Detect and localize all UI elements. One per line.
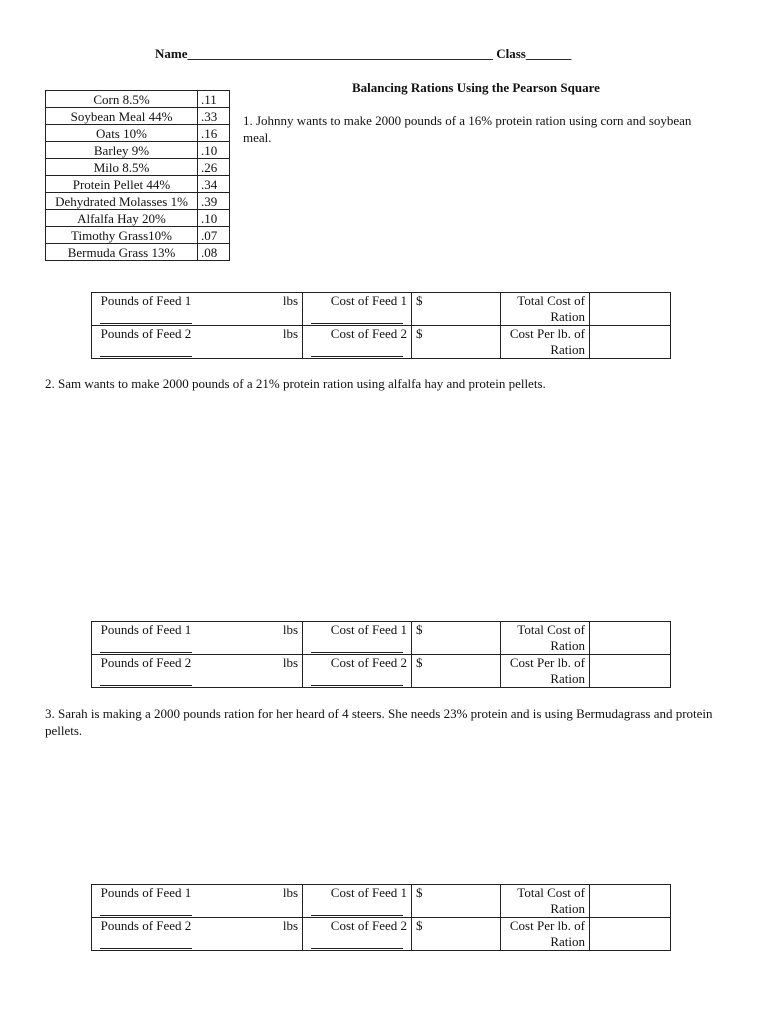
cost-feed-1-label: Cost of Feed 1 bbox=[303, 622, 412, 655]
feed-name: Alfalfa Hay 20% bbox=[46, 210, 198, 227]
lbs-label: lbs bbox=[200, 885, 303, 918]
total-cost-label: Total Cost of Ration bbox=[501, 293, 590, 326]
cost-feed-2-label: Cost of Feed 2 bbox=[303, 326, 412, 359]
calc-table-1 bbox=[91, 292, 671, 359]
feed-name: Bermuda Grass 13% bbox=[46, 244, 198, 261]
cost-feed-1-blank[interactable] bbox=[311, 638, 403, 653]
pounds-feed-1-label: Pounds of Feed 1 bbox=[92, 293, 201, 326]
dollar-cell[interactable]: $ bbox=[412, 622, 501, 655]
calc-row-feed-1 bbox=[92, 885, 671, 918]
feed-row bbox=[46, 210, 230, 227]
question-2: 2. Sam wants to make 2000 pounds of a 21% protein ration using alfalfa hay and protein pellets. bbox=[45, 376, 546, 391]
worksheet-title: Balancing Rations Using the Pearson Square bbox=[352, 80, 600, 95]
feed-name: Milo 8.5% bbox=[46, 159, 198, 176]
cost-feed-2-blank[interactable] bbox=[311, 671, 403, 686]
calc-row-feed-1 bbox=[92, 622, 671, 655]
feed-price: .10 bbox=[198, 142, 230, 159]
feed-name: Timothy Grass10% bbox=[46, 227, 198, 244]
feed-name: Soybean Meal 44% bbox=[46, 108, 198, 125]
lbs-label: lbs bbox=[200, 326, 303, 359]
feed-name: Barley 9% bbox=[46, 142, 198, 159]
calc-table-2 bbox=[91, 621, 671, 688]
total-cost-answer[interactable] bbox=[590, 293, 671, 326]
calc-row-feed-1 bbox=[92, 293, 671, 326]
dollar-cell[interactable]: $ bbox=[412, 293, 501, 326]
cost-feed-2-label: Cost of Feed 2 bbox=[303, 918, 412, 951]
feed-price: .34 bbox=[198, 176, 230, 193]
pounds-feed-2-label: Pounds of Feed 2 bbox=[92, 918, 201, 951]
feed-price: .33 bbox=[198, 108, 230, 125]
dollar-cell[interactable]: $ bbox=[412, 918, 501, 951]
feed-row bbox=[46, 176, 230, 193]
feed-price: .16 bbox=[198, 125, 230, 142]
pounds-feed-2-label: Pounds of Feed 2 bbox=[92, 326, 201, 359]
cost-per-lb-label: Cost Per lb. of Ration bbox=[501, 326, 590, 359]
cost-per-lb-answer[interactable] bbox=[590, 918, 671, 951]
calc-row-feed-2 bbox=[92, 655, 671, 688]
cost-per-lb-label: Cost Per lb. of Ration bbox=[501, 918, 590, 951]
cost-feed-1-label: Cost of Feed 1 bbox=[303, 293, 412, 326]
total-cost-answer[interactable] bbox=[590, 622, 671, 655]
lbs-label: lbs bbox=[200, 622, 303, 655]
dollar-cell[interactable]: $ bbox=[412, 655, 501, 688]
feed-price: .11 bbox=[198, 91, 230, 108]
feed-row bbox=[46, 227, 230, 244]
feed-row bbox=[46, 142, 230, 159]
feed-price: .26 bbox=[198, 159, 230, 176]
feed-row bbox=[46, 91, 230, 108]
cost-feed-2-blank[interactable] bbox=[311, 934, 403, 949]
pounds-feed-1-blank[interactable] bbox=[100, 638, 192, 653]
calc-row-feed-2 bbox=[92, 326, 671, 359]
pounds-feed-1-blank[interactable] bbox=[100, 901, 192, 916]
feed-row bbox=[46, 108, 230, 125]
lbs-label: lbs bbox=[200, 918, 303, 951]
cost-feed-2-label: Cost of Feed 2 bbox=[303, 655, 412, 688]
cost-per-lb-answer[interactable] bbox=[590, 655, 671, 688]
lbs-label: lbs bbox=[200, 293, 303, 326]
pounds-feed-2-blank[interactable] bbox=[100, 934, 192, 949]
cost-feed-1-blank[interactable] bbox=[311, 901, 403, 916]
feed-price: .07 bbox=[198, 227, 230, 244]
feed-row bbox=[46, 244, 230, 261]
question-1: 1. Johnny wants to make 2000 pounds of a 16% protein ration using corn and soybean meal. bbox=[243, 113, 692, 145]
cost-per-lb-answer[interactable] bbox=[590, 326, 671, 359]
pounds-feed-2-blank[interactable] bbox=[100, 342, 192, 357]
dollar-cell[interactable]: $ bbox=[412, 326, 501, 359]
feed-name: Dehydrated Molasses 1% bbox=[46, 193, 198, 210]
feed-name: Oats 10% bbox=[46, 125, 198, 142]
feed-price: .08 bbox=[198, 244, 230, 261]
question-3: 3. Sarah is making a 2000 pounds ration for her heard of 4 steers. She needs 23% protein and is using Bermudagrass and protein pellets. bbox=[45, 706, 713, 738]
cost-per-lb-label: Cost Per lb. of Ration bbox=[501, 655, 590, 688]
feed-row bbox=[46, 193, 230, 210]
cost-feed-1-label: Cost of Feed 1 bbox=[303, 885, 412, 918]
calc-row-feed-2 bbox=[92, 918, 671, 951]
name-class-line[interactable]: Name_______________________________________________ Class_______ bbox=[155, 46, 572, 61]
pounds-feed-1-label: Pounds of Feed 1 bbox=[92, 622, 201, 655]
cost-feed-1-blank[interactable] bbox=[311, 309, 403, 324]
cost-feed-2-blank[interactable] bbox=[311, 342, 403, 357]
pounds-feed-2-blank[interactable] bbox=[100, 671, 192, 686]
total-cost-label: Total Cost of Ration bbox=[501, 885, 590, 918]
total-cost-answer[interactable] bbox=[590, 885, 671, 918]
feed-name: Corn 8.5% bbox=[46, 91, 198, 108]
pounds-feed-2-label: Pounds of Feed 2 bbox=[92, 655, 201, 688]
pounds-feed-1-label: Pounds of Feed 1 bbox=[92, 885, 201, 918]
pounds-feed-1-blank[interactable] bbox=[100, 309, 192, 324]
feed-price: .39 bbox=[198, 193, 230, 210]
feed-row bbox=[46, 125, 230, 142]
feed-price: .10 bbox=[198, 210, 230, 227]
dollar-cell[interactable]: $ bbox=[412, 885, 501, 918]
total-cost-label: Total Cost of Ration bbox=[501, 622, 590, 655]
feed-name: Protein Pellet 44% bbox=[46, 176, 198, 193]
lbs-label: lbs bbox=[200, 655, 303, 688]
feed-price-table bbox=[45, 90, 230, 261]
feed-row bbox=[46, 159, 230, 176]
calc-table-3 bbox=[91, 884, 671, 951]
